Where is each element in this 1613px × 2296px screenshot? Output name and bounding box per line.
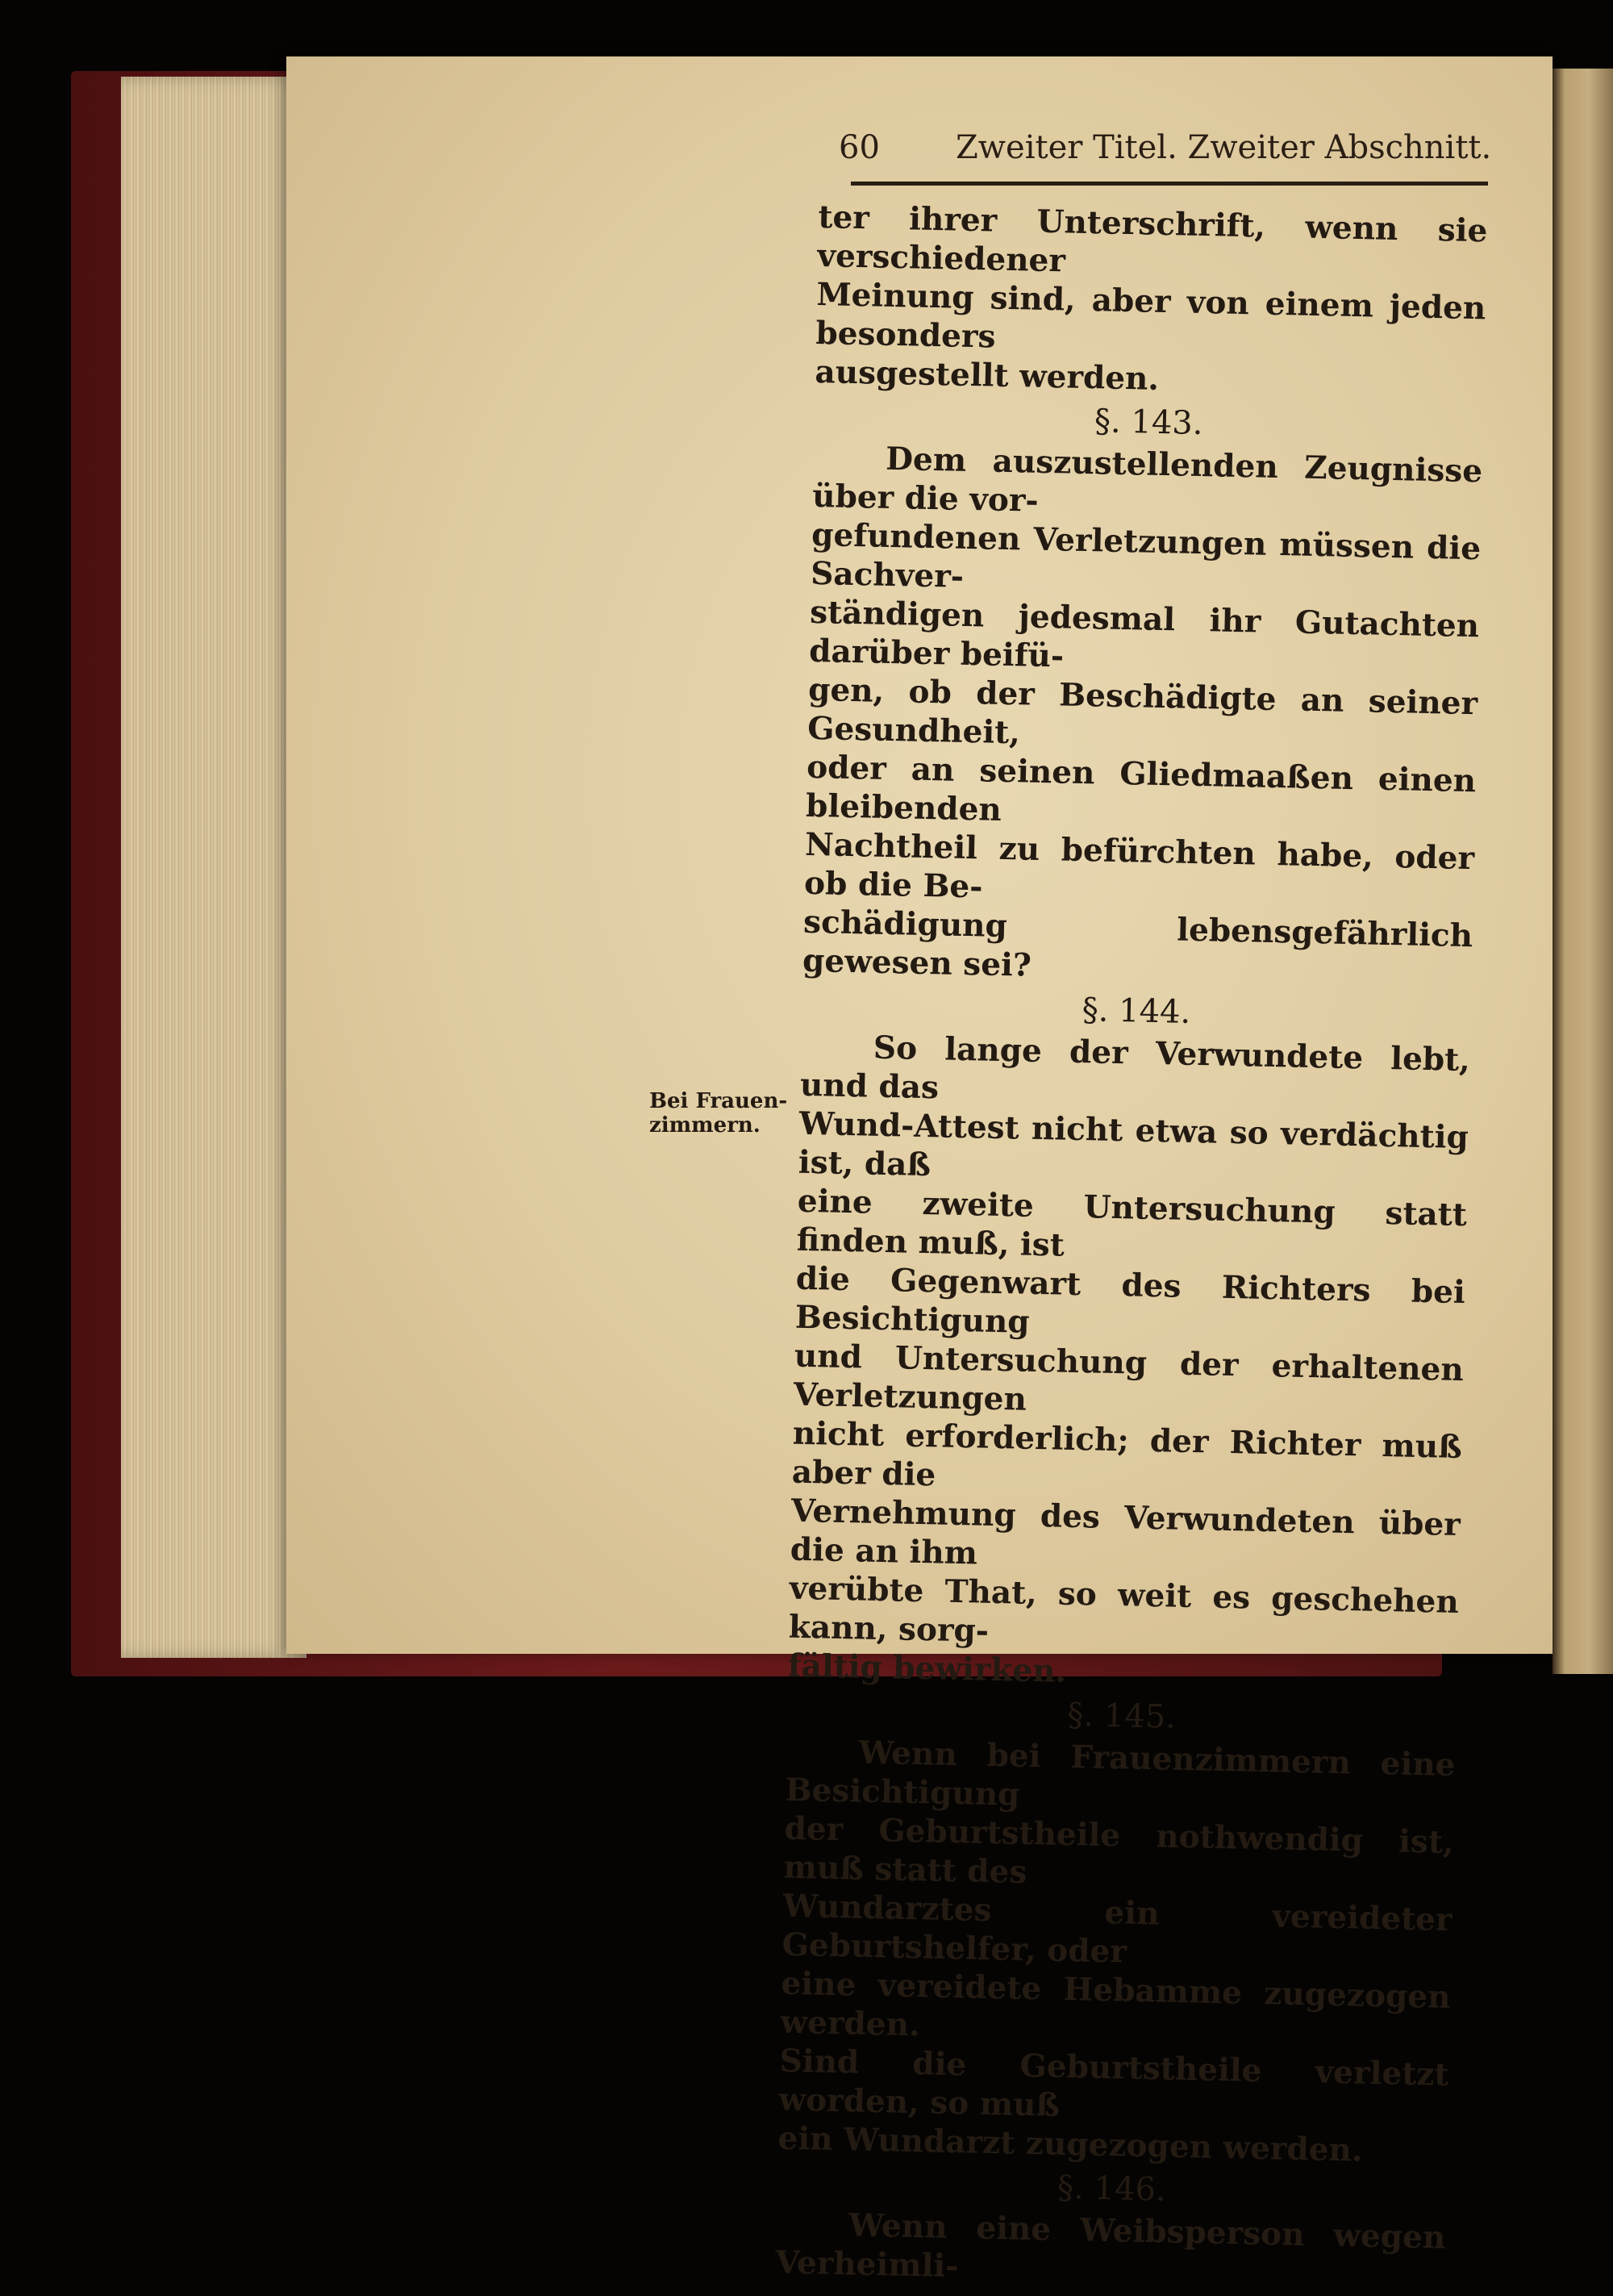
paragraph: Wenn eine Weibsperson wegen Verheimli-	[774, 2206, 1446, 2286]
facing-page-edge	[1553, 69, 1613, 1674]
section-heading: §. 144.	[1082, 991, 1191, 1031]
page-header	[839, 129, 1492, 177]
body-text	[775, 198, 1488, 2296]
page-edges	[121, 77, 306, 1658]
margin-note: Bei Frauen- zimmern.	[649, 1089, 788, 1138]
paragraph: Dem auszustellenden Zeugnisse über die vor- gefundenen Verletzungen müssen die Sachver- ständigen jedesmal ihr Gutachten darüber beifü- gen, ob der Beschädigte an seiner Gesundheit, oder an seinen Gliedmaaßen einen bleibenden Nachtheil zu befürchten habe, oder ob die Be- schädigung lebensgefährlich gewesen sei?	[802, 440, 1483, 984]
running-title: Zweiter Titel. Zweiter Abschnitt.	[956, 129, 1492, 166]
paragraph: ter ihrer Unterschrift, wenn sie verschiedener Meinung sind, aber von einem jeden besonders ausgestellt werden.	[814, 198, 1488, 398]
paragraph: Wenn bei Frauenzimmern eine Besichtigung der Geburtstheile nothwendig ist, muß statt des Wundarztes ein vereideter Geburtshelfer, oder eine vereidete Hebamme zugezogen werden. Sind die Geburtstheile verletzt worden, so muß ein Wundarzt zugezogen werden.	[777, 1734, 1456, 2169]
section-heading: §. 143.	[1094, 403, 1203, 443]
section-heading: §. 146.	[1057, 2169, 1167, 2209]
paragraph: So lange der Verwundete lebt, und das Wund-Attest nicht etwa so verdächtig ist, daß eine zweite Untersuchung statt finden muß, ist die Gegenwart des Richters bei Besichtigung und Untersuchung der erhaltenen Verletzungen nicht erforderlich; der Richter muß aber die Vernehmung des Verwundeten über die an ihm verübte That, so weit es geschehen kann, sorg- fältig bewirken.	[787, 1029, 1471, 1690]
header-rule	[851, 182, 1488, 186]
section-heading: §. 145.	[1066, 1696, 1177, 1736]
page-number: 60	[839, 129, 880, 166]
